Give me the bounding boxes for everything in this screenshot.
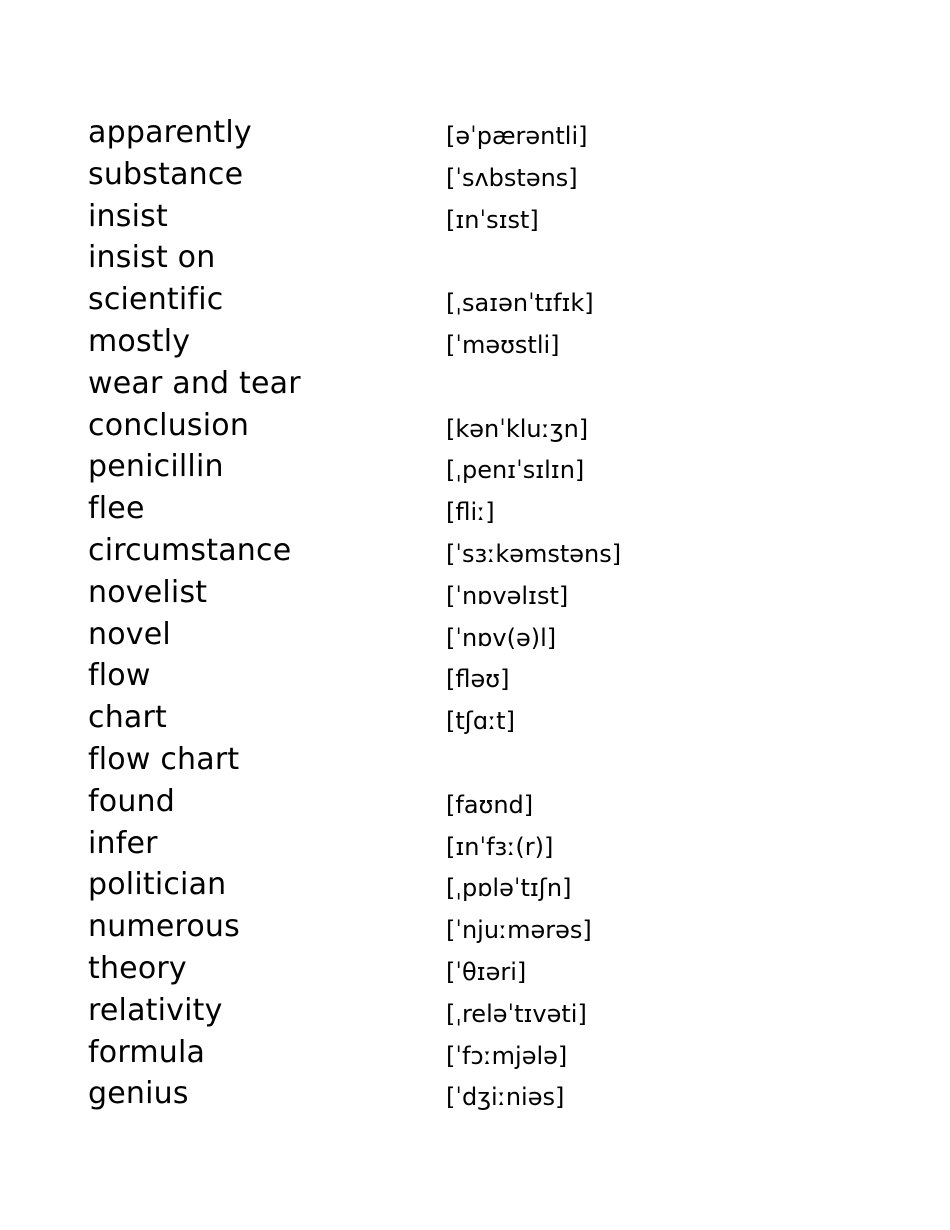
vocab-word: mostly [88, 323, 191, 359]
vocab-pronunciation: [ˌpenɪˈsɪlɪn] [446, 456, 585, 485]
vocab-word: insist on [88, 240, 216, 276]
vocab-row [88, 1074, 868, 1116]
vocab-pronunciation: [ɪnˈsɪst] [446, 205, 539, 234]
vocab-row [88, 280, 868, 322]
vocab-pronunciation: [ˈnɒv(ə)l] [446, 623, 557, 652]
vocab-word: flee [88, 491, 145, 527]
vocab-word: numerous [88, 909, 240, 945]
vocab-row [88, 740, 868, 782]
vocab-word: theory [88, 950, 187, 986]
vocab-word: politician [88, 867, 227, 903]
vocab-pronunciation: [əˈpærəntli] [446, 122, 588, 150]
vocab-row [88, 113, 868, 155]
vocab-pronunciation: [faʊnd] [446, 790, 534, 819]
vocab-pronunciation: [tʃɑːt] [446, 707, 515, 736]
vocab-row [88, 865, 868, 907]
vocab-pronunciation: [fliː] [446, 498, 495, 527]
vocab-pronunciation: [ˈθɪəri] [446, 957, 527, 986]
vocab-row [88, 322, 868, 364]
vocab-word: relativity [88, 992, 223, 1028]
vocab-pronunciation: [kənˈkluːʒn] [446, 414, 589, 443]
vocab-word: wear and tear [88, 365, 301, 401]
vocab-row [88, 406, 868, 448]
vocab-row [88, 824, 868, 866]
vocab-word: novel [88, 616, 171, 652]
vocabulary-list [88, 113, 868, 1116]
vocab-pronunciation: [ˈnjuːmərəs] [446, 916, 592, 945]
vocab-pronunciation: [ˌreləˈtɪvəti] [446, 999, 587, 1028]
vocab-row [88, 656, 868, 698]
vocab-word: novelist [88, 574, 208, 610]
vocab-word: infer [88, 825, 158, 861]
vocab-pronunciation: [ˌpɒləˈtɪʃn] [446, 874, 572, 903]
vocab-row [88, 698, 868, 740]
vocab-word: conclusion [88, 407, 250, 443]
vocab-pronunciation: [ˈsɜːkəmstəns] [446, 539, 622, 568]
vocab-pronunciation: [ˈfɔːmjələ] [446, 1041, 568, 1070]
vocab-row [88, 197, 868, 239]
vocab-word: insist [88, 198, 168, 234]
vocab-word: penicillin [88, 449, 224, 485]
vocab-word: genius [88, 1076, 189, 1112]
vocab-row [88, 531, 868, 573]
vocab-row [88, 782, 868, 824]
vocab-word: circumstance [88, 532, 292, 568]
vocab-word: substance [88, 156, 244, 192]
vocab-row [88, 238, 868, 280]
vocab-pronunciation: [ˌsaɪənˈtɪfɪk] [446, 289, 594, 318]
vocab-row [88, 1033, 868, 1075]
vocab-word: flow chart [88, 741, 240, 777]
vocab-word: formula [88, 1034, 206, 1070]
vocab-pronunciation: [ɪnˈfɜː(r)] [446, 832, 554, 861]
vocab-row [88, 907, 868, 949]
vocab-row [88, 447, 868, 489]
vocab-row [88, 615, 868, 657]
vocab-pronunciation: [ˈsʌbstəns] [446, 163, 578, 192]
vocab-word: scientific [88, 282, 224, 318]
vocab-word: apparently [88, 115, 252, 150]
vocab-row [88, 991, 868, 1033]
vocab-word: found [88, 783, 175, 819]
vocab-row [88, 573, 868, 615]
vocab-row [88, 364, 868, 406]
vocab-pronunciation: [ˈdʒiːniəs] [446, 1083, 565, 1112]
vocab-pronunciation: [ˈnɒvəlɪst] [446, 581, 569, 610]
vocab-row [88, 489, 868, 531]
vocab-pronunciation: [ˈməʊstli] [446, 330, 560, 359]
vocab-word: chart [88, 700, 167, 736]
vocab-word: flow [88, 658, 151, 694]
vocab-pronunciation: [fləʊ] [446, 665, 510, 694]
vocab-row [88, 949, 868, 991]
vocab-row [88, 155, 868, 197]
